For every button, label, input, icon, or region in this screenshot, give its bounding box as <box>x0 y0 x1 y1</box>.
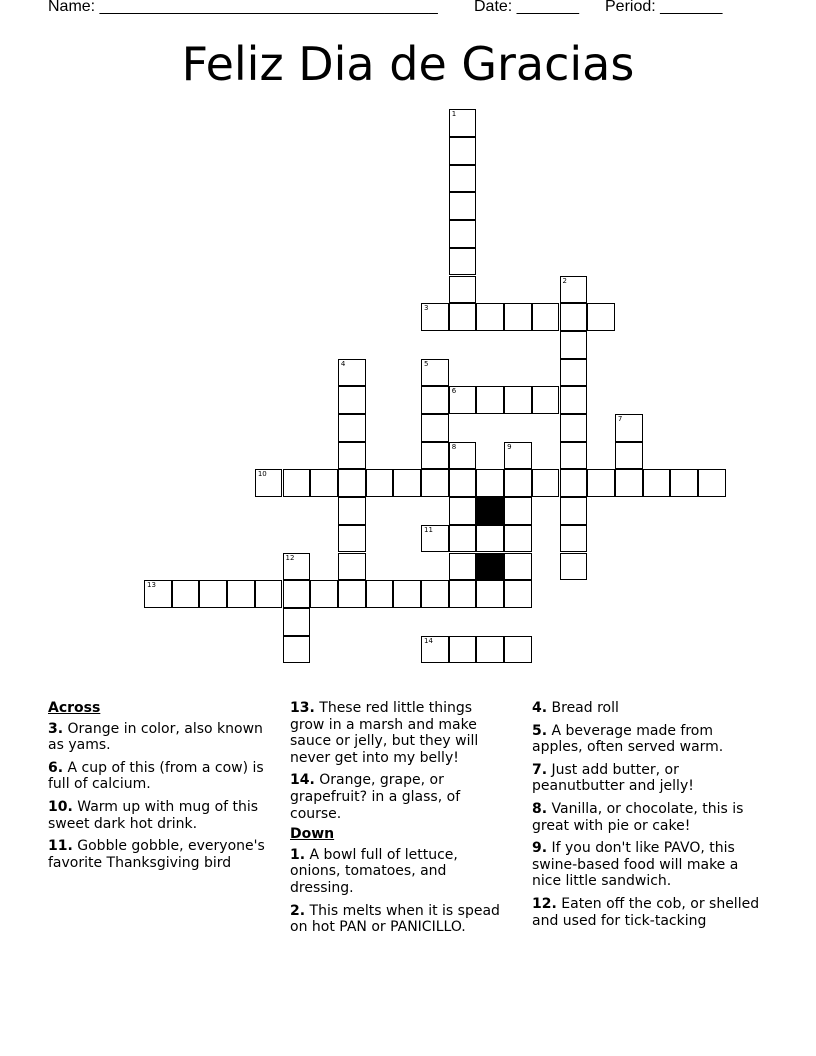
name-field-label: Name: ______________________________________ <box>48 0 438 15</box>
crossword-cell[interactable] <box>338 359 366 387</box>
clue-text: A cup of this (from a cow) is full of calcium. <box>48 759 264 793</box>
cell-number: 8 <box>451 442 457 451</box>
crossword-cell[interactable] <box>449 248 477 276</box>
crossword-cell[interactable] <box>504 580 532 608</box>
clue-text: This melts when it is spead on hot PAN or PANICILLO. <box>290 902 500 936</box>
cell-number: 7 <box>617 415 623 423</box>
crossword-cell[interactable] <box>560 276 588 304</box>
crossword-cell[interactable] <box>366 469 394 497</box>
crossword-cell[interactable] <box>283 636 311 664</box>
crossword-cell[interactable] <box>283 553 311 581</box>
crossword-cell[interactable] <box>615 414 643 442</box>
cell-number: 9 <box>507 442 512 451</box>
crossword-cell[interactable] <box>393 580 421 608</box>
crossword-cell[interactable] <box>560 525 588 553</box>
crossword-cell[interactable] <box>504 442 532 470</box>
crossword-cell[interactable] <box>643 469 671 497</box>
crossword-cell[interactable] <box>560 469 588 497</box>
crossword-cell[interactable] <box>449 192 477 220</box>
clue-text: A beverage made from apples, often served warm. <box>532 722 724 756</box>
crossword-cell[interactable] <box>560 442 588 470</box>
clue-item <box>532 700 767 717</box>
clue-item <box>290 700 510 766</box>
clue-text: Orange in color, also known as yams. <box>48 720 263 754</box>
crossword-cell[interactable] <box>560 303 588 331</box>
clue-item <box>48 799 273 832</box>
crossword-cell[interactable] <box>449 386 477 414</box>
crossword-cell[interactable] <box>255 580 283 608</box>
crossword-cell[interactable] <box>421 442 449 470</box>
crossword-cell[interactable] <box>421 414 449 442</box>
crossword-cell[interactable] <box>338 469 366 497</box>
clue-item <box>532 762 767 795</box>
crossword-cell[interactable] <box>476 636 504 664</box>
clue-text: Orange, grape, or grapefruit? in a glass, of course. <box>290 772 461 822</box>
crossword-cell[interactable] <box>421 386 449 414</box>
cell-number: 3 <box>424 304 429 313</box>
crossword-cell[interactable] <box>504 525 532 553</box>
crossword-cell[interactable] <box>338 442 366 470</box>
cell-number: 11 <box>424 525 433 534</box>
clue-text: A bowl full of lettuce, onions, tomatoes, and dressing. <box>290 846 458 896</box>
cell-number: 1 <box>451 110 457 119</box>
clue-number: 7. <box>532 761 548 778</box>
clues-column-3 <box>532 700 767 935</box>
crossword-black-cell <box>476 497 504 525</box>
cell-number: 5 <box>424 359 429 368</box>
clues-column-2 <box>290 700 510 942</box>
crossword-cell[interactable] <box>310 469 338 497</box>
clue-number: 4. <box>532 700 548 716</box>
crossword-cell[interactable] <box>421 303 449 331</box>
crossword-cell[interactable] <box>504 469 532 497</box>
clue-number: 12. <box>532 895 557 912</box>
crossword-cell[interactable] <box>144 580 172 608</box>
crossword-cell[interactable] <box>504 386 532 414</box>
clue-number: 6. <box>48 759 64 776</box>
crossword-cell[interactable] <box>449 442 477 470</box>
crossword-cell[interactable] <box>283 580 311 608</box>
crossword-cell[interactable] <box>338 553 366 581</box>
clue-item <box>290 772 510 822</box>
cell-number: 4 <box>340 359 346 368</box>
clue-number: 8. <box>532 800 548 817</box>
crossword-cell[interactable] <box>449 580 477 608</box>
crossword-cell[interactable] <box>476 469 504 497</box>
crossword-cell[interactable] <box>449 469 477 497</box>
clue-text: Just add butter, or peanutbutter and jelly! <box>532 761 694 795</box>
clue-item <box>290 847 510 897</box>
crossword-cell[interactable] <box>504 497 532 525</box>
clue-text: If you don't like PAVO, this swine-based food will make a nice little sandwich. <box>532 840 739 890</box>
crossword-cell[interactable] <box>698 469 726 497</box>
clue-item <box>290 903 510 936</box>
clue-number: 10. <box>48 798 73 815</box>
crossword-cell[interactable] <box>338 525 366 553</box>
crossword-black-cell <box>476 553 504 581</box>
page-title: Feliz Dia de Gracias <box>181 37 635 91</box>
clue-text: These red little things grow in a marsh and make sauce or jelly, but they will never get into my belly! <box>290 700 479 766</box>
cell-number: 12 <box>285 553 295 562</box>
cell-number: 10 <box>257 470 267 479</box>
crossword-cell[interactable] <box>476 386 504 414</box>
crossword-cell[interactable] <box>615 469 643 497</box>
crossword-cell[interactable] <box>560 331 588 359</box>
crossword-cell[interactable] <box>587 303 615 331</box>
clue-text: Gobble gobble, everyone's favorite Thanksgiving bird <box>48 838 265 871</box>
crossword-cell[interactable] <box>227 580 255 608</box>
crossword-cell[interactable] <box>587 469 615 497</box>
crossword-cell[interactable] <box>560 359 588 387</box>
clue-item <box>48 760 273 793</box>
crossword-cell[interactable] <box>421 469 449 497</box>
across-heading: Across <box>48 700 101 716</box>
crossword-cell[interactable] <box>421 525 449 553</box>
down-heading: Down <box>290 826 335 843</box>
crossword-cell[interactable] <box>449 553 477 581</box>
crossword-cell[interactable] <box>338 414 366 442</box>
clue-number: 3. <box>48 720 64 737</box>
clue-number: 9. <box>532 840 548 857</box>
crossword-cell[interactable] <box>283 469 311 497</box>
clue-number: 2. <box>290 902 306 919</box>
date-field-label: Date: _______ <box>474 0 579 15</box>
crossword-cell[interactable] <box>449 303 477 331</box>
crossword-cell[interactable] <box>421 359 449 387</box>
crossword-cell[interactable] <box>449 137 477 165</box>
crossword-cell[interactable] <box>338 580 366 608</box>
clue-text: Warm up with mug of this sweet dark hot drink. <box>48 798 259 832</box>
crossword-cell[interactable] <box>504 303 532 331</box>
crossword-cell[interactable] <box>560 386 588 414</box>
crossword-cell[interactable] <box>255 469 283 497</box>
crossword-cell[interactable] <box>421 580 449 608</box>
clue-number: 5. <box>532 722 548 739</box>
crossword-cell[interactable] <box>532 386 560 414</box>
clue-item <box>532 896 767 929</box>
crossword-cell[interactable] <box>338 386 366 414</box>
crossword-cell[interactable] <box>476 525 504 553</box>
clue-item <box>532 840 767 890</box>
crossword-cell[interactable] <box>449 525 477 553</box>
crossword-cell[interactable] <box>449 276 477 304</box>
clue-item <box>532 801 767 834</box>
crossword-cell[interactable] <box>310 580 338 608</box>
crossword-cell[interactable] <box>670 469 698 497</box>
crossword-cell[interactable] <box>560 497 588 525</box>
clue-number: 1. <box>290 846 306 863</box>
crossword-cell[interactable] <box>532 303 560 331</box>
clue-number: 13. <box>290 700 315 716</box>
crossword-cell[interactable] <box>366 580 394 608</box>
clue-item <box>48 838 273 871</box>
crossword-cell[interactable] <box>504 553 532 581</box>
clue-text: Bread roll <box>547 700 619 716</box>
cell-number: 2 <box>562 276 567 285</box>
crossword-cell[interactable] <box>449 109 477 137</box>
crossword-cell[interactable] <box>421 636 449 664</box>
clues-column-1 <box>48 700 273 877</box>
cell-number: 13 <box>147 581 156 590</box>
clue-number: 14. <box>290 772 315 789</box>
cell-number: 14 <box>424 636 433 645</box>
clue-text: Vanilla, or chocolate, this is great with pie or cake! <box>532 800 744 834</box>
crossword-cell[interactable] <box>338 497 366 525</box>
cell-number: 6 <box>451 387 457 396</box>
crossword-cell[interactable] <box>449 497 477 525</box>
clue-item <box>48 721 273 754</box>
clue-item <box>532 723 767 756</box>
crossword-cell[interactable] <box>449 636 477 664</box>
clue-text: Eaten off the cob, or shelled and used for tick-tacking <box>532 895 760 929</box>
period-field-label: Period: _______ <box>605 0 723 15</box>
crossword-cell[interactable] <box>504 636 532 664</box>
crossword-cell[interactable] <box>560 553 588 581</box>
crossword-cell[interactable] <box>615 442 643 470</box>
crossword-cell[interactable] <box>199 580 227 608</box>
crossword-cell[interactable] <box>560 414 588 442</box>
crossword-cell[interactable] <box>449 220 477 248</box>
crossword-cell[interactable] <box>172 580 200 608</box>
crossword-cell[interactable] <box>532 469 560 497</box>
crossword-cell[interactable] <box>476 580 504 608</box>
crossword-cell[interactable] <box>476 303 504 331</box>
crossword-cell[interactable] <box>393 469 421 497</box>
clue-number: 11. <box>48 838 73 855</box>
crossword-cell[interactable] <box>449 165 477 193</box>
crossword-cell[interactable] <box>283 608 311 636</box>
